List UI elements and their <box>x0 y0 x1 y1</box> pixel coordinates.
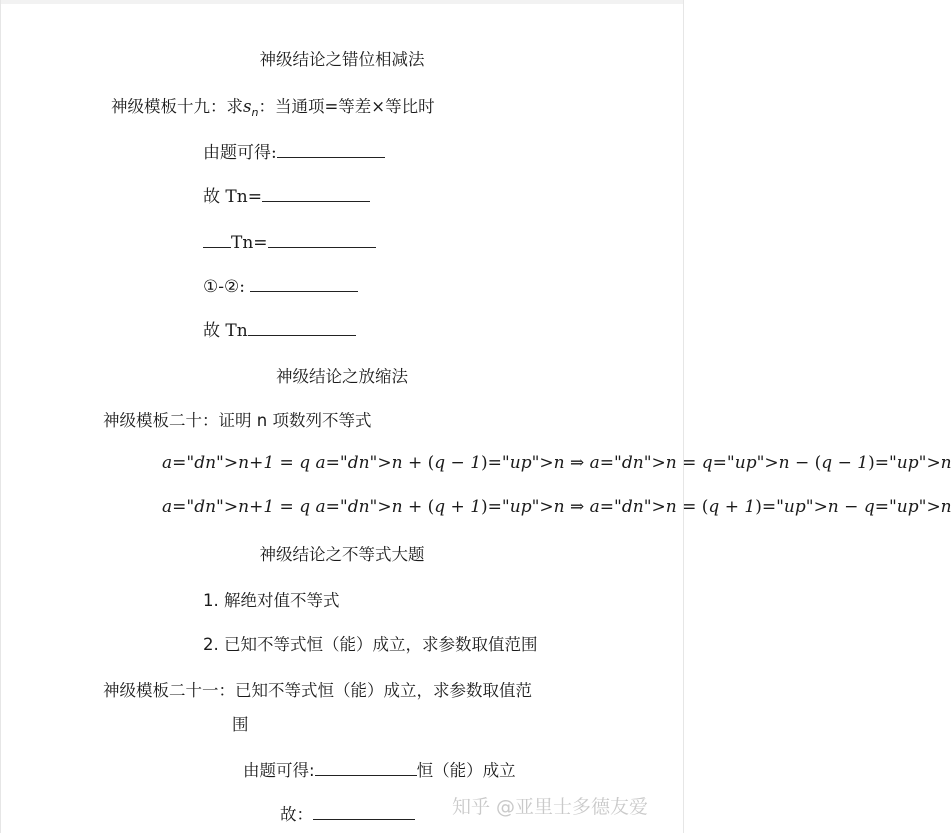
section1-line1 <box>203 142 385 164</box>
section1-template <box>111 96 435 124</box>
n-subscript: n <box>251 106 259 119</box>
line1-label: 由题可得: <box>203 143 277 163</box>
line3-label: Tn= <box>231 233 268 253</box>
answer-blank[interactable] <box>203 233 231 248</box>
list-item: 1. 解绝对值不等式 <box>203 591 340 610</box>
section2-title: 神级结论之放缩法 <box>276 367 408 386</box>
answer-blank[interactable] <box>313 805 415 820</box>
section2-template: 神级模板二十：证明 n 项数列不等式 <box>103 411 372 430</box>
section3-given <box>243 760 516 782</box>
section1-title: 神级结论之错位相减法 <box>259 50 425 69</box>
formula-1: a="dn">n+1 = q a="dn">n + (q − 1)="up">n ⇒ a="dn">n = q="up">n − (q − 1)="up">n <box>162 453 952 473</box>
top-toolbar-strip <box>0 0 684 4</box>
answer-blank[interactable] <box>277 143 385 158</box>
answer-blank[interactable] <box>315 761 417 776</box>
template21-line2: 围 <box>232 715 249 734</box>
page-right-edge <box>683 0 684 833</box>
answer-blank[interactable] <box>248 321 356 336</box>
given-label: 由题可得: <box>243 761 315 780</box>
page-left-edge <box>0 0 1 833</box>
line4-label: ①-②: <box>203 277 245 297</box>
section1-line3 <box>203 232 376 254</box>
section3-therefore <box>280 804 415 826</box>
answer-blank[interactable] <box>268 233 376 248</box>
answer-blank[interactable] <box>262 187 370 202</box>
section3-title: 神级结论之不等式大题 <box>259 545 425 564</box>
section1-line5 <box>203 320 356 342</box>
section1-line4 <box>203 276 358 298</box>
list-item: 2. 已知不等式恒（能）成立，求参数取值范围 <box>203 635 538 654</box>
answer-blank[interactable] <box>250 277 358 292</box>
formula-2: a="dn">n+1 = q a="dn">n + (q + 1)="up">n ⇒ a="dn">n = (q + 1)="up">n − q="up">n <box>162 497 952 517</box>
s-variable: s <box>243 97 252 116</box>
zhihu-watermark: 知乎 @亚里士多德友爱 <box>452 796 649 818</box>
section1-line2 <box>203 186 370 208</box>
template19-prefix: 神级模板十九：求 <box>111 97 243 116</box>
line2-label: 故 Tn= <box>203 187 262 207</box>
therefore-label: 故： <box>280 805 313 824</box>
line5-label: 故 Tn <box>203 321 248 341</box>
given-suffix: 恒（能）成立 <box>416 761 516 780</box>
template21-line1: 神级模板二十一：已知不等式恒（能）成立，求参数取值范 <box>103 681 532 700</box>
template19-suffix: ：当通项=等差×等比时 <box>258 97 435 116</box>
